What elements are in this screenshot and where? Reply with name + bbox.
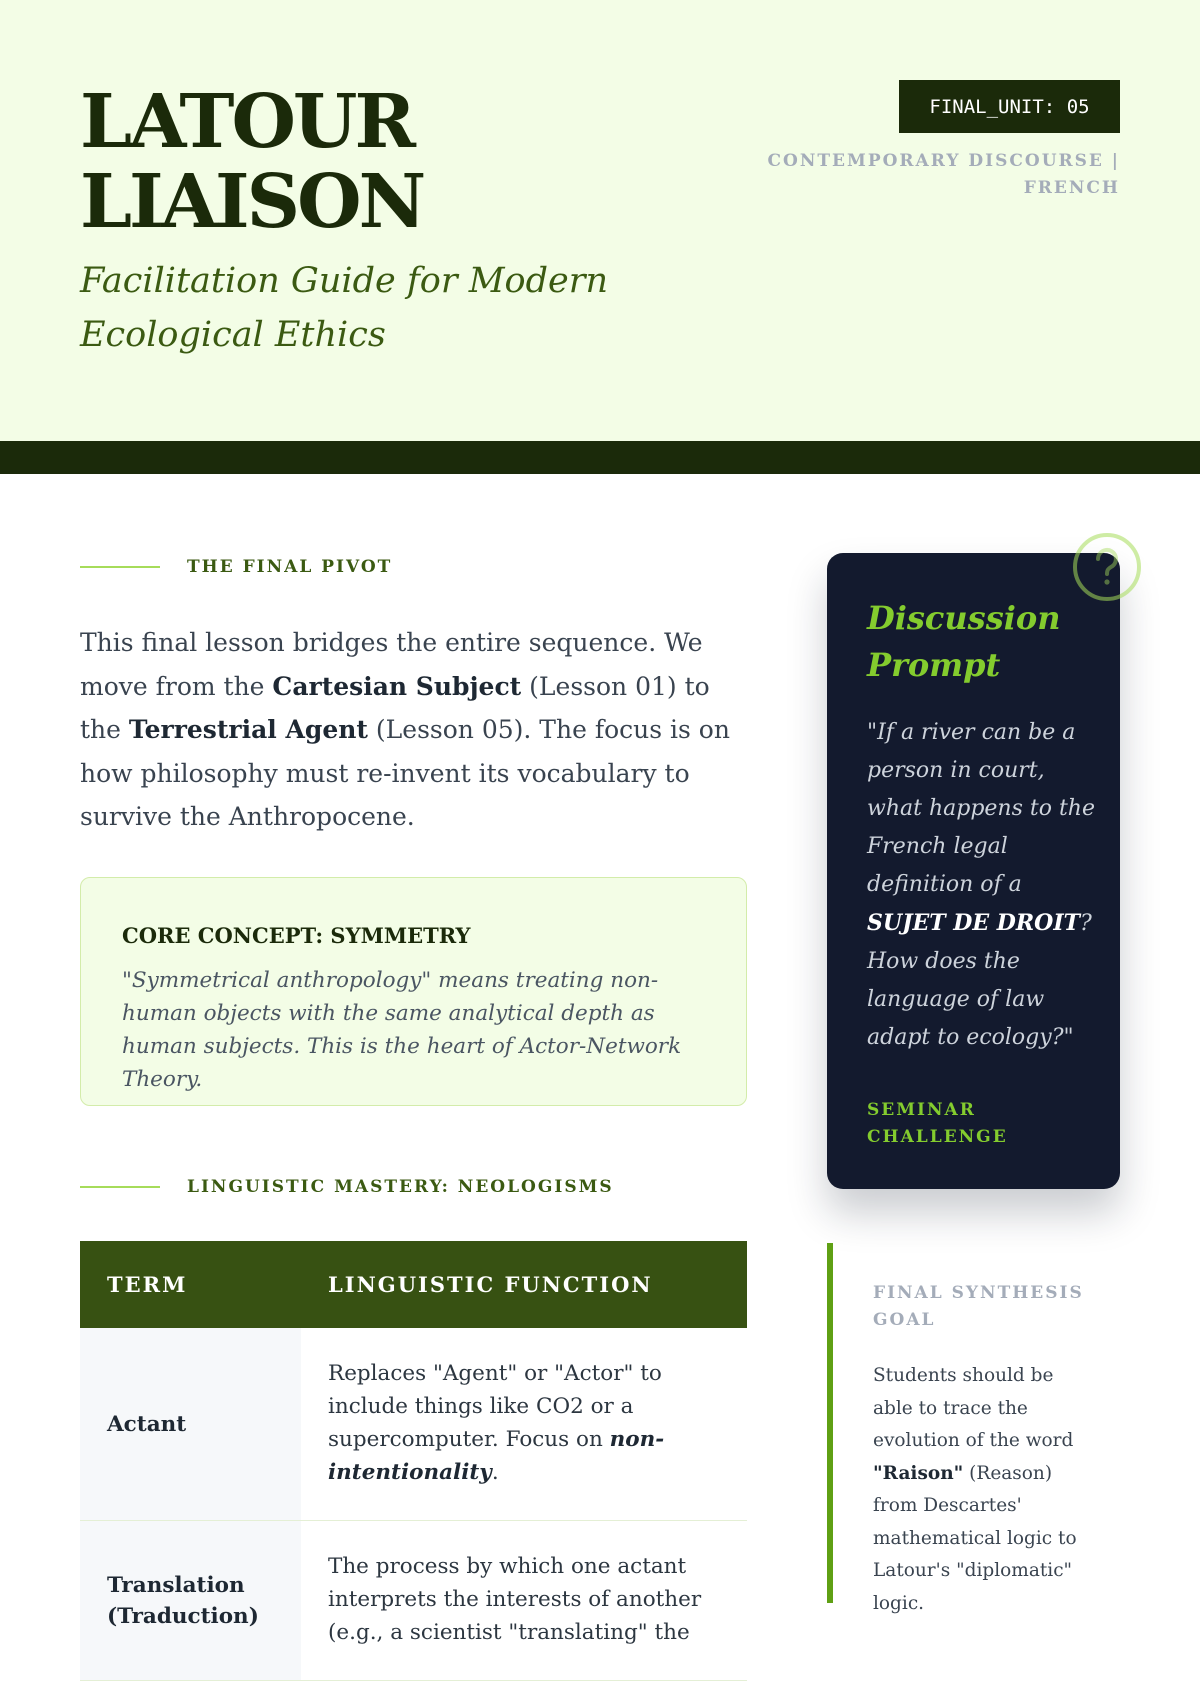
prompt-bold-term: SUJET DE DROIT — [867, 910, 1080, 936]
neologisms-table — [80, 1241, 747, 1681]
intro-bold-term: Cartesian Subject — [272, 671, 522, 701]
section-label: LINGUISTIC MASTERY: NEOLOGISMS — [187, 1177, 614, 1197]
term-cell: Translation (Traduction) — [80, 1521, 301, 1680]
intro-paragraph — [80, 621, 740, 839]
synthesis-panel — [827, 1243, 1120, 1614]
page-title — [80, 79, 424, 245]
section-heading-pivot — [80, 557, 392, 577]
function-text: The process by which one actant interprets the interests of another (e.g., a scientist "translating" the — [328, 1554, 702, 1645]
term-cell: Actant — [80, 1328, 301, 1520]
discourse-tag: CONTEMPORARY DISCOURSE | FRENCH — [767, 151, 1120, 198]
unit-badge: FINAL_UNIT: 05 — [899, 80, 1120, 133]
function-text: Replaces "Agent" or "Actor" to include things like CO2 or a supercomputer. Focus on — [328, 1361, 662, 1452]
synthesis-text — [873, 1360, 1088, 1620]
heading-rule — [80, 1186, 160, 1188]
function-cell — [301, 1521, 747, 1680]
header-divider — [0, 441, 1200, 474]
page-header — [0, 0, 1200, 441]
section-heading-neologisms — [80, 1177, 614, 1197]
function-cell — [301, 1328, 747, 1520]
function-emphasis: non-intentionality — [328, 1427, 665, 1485]
prompt-text-part: ? How does the language of law adapt to ecology?" — [867, 911, 1092, 1050]
table-header — [80, 1241, 747, 1328]
column-header-function: LINGUISTIC FUNCTION — [328, 1272, 653, 1297]
heading-rule — [80, 566, 160, 568]
intro-bold-term: Terrestrial Agent — [128, 715, 368, 744]
title-line-1: LATOUR — [80, 79, 413, 165]
function-text: . — [491, 1460, 499, 1485]
prompt-title: Discussion Prompt — [867, 599, 1061, 684]
intro-text: (Lesson 05). The focus is on how philosophy must re-invent its vocabulary to survive the Anthropocene. — [80, 715, 730, 831]
table-row — [80, 1328, 747, 1521]
synthesis-text-part: Students should be able to trace the evolution of the word — [873, 1365, 1074, 1451]
title-line-2: LIAISON — [80, 159, 424, 245]
synthesis-bold-term: "Raison" — [873, 1462, 964, 1484]
core-concept-text: "Symmetrical anthropology" means treating non-human objects with the same analytical depth as human subjects. This is the heart of Actor-Network Theory. — [122, 968, 682, 1092]
discussion-prompt-card — [827, 553, 1120, 1189]
core-concept-box — [80, 877, 747, 1106]
table-row — [80, 1521, 747, 1681]
intro-text: (Lesson 01) to the — [80, 671, 710, 744]
intro-text: This final lesson bridges the entire sequence. We move from the — [80, 628, 703, 701]
question-circle-icon — [1071, 531, 1143, 603]
page-subtitle: Facilitation Guide for Modern Ecological Ethics — [80, 261, 609, 355]
synthesis-title: FINAL SYNTHESIS GOAL — [873, 1283, 1084, 1330]
prompt-footer: SEMINAR CHALLENGE — [867, 1100, 1008, 1147]
prompt-text-part: "If a river can be a person in court, what happens to the French legal definition of a — [867, 720, 1095, 897]
section-label: THE FINAL PIVOT — [187, 557, 393, 577]
synthesis-text-part: (Reason) from Descartes' mathematical logic to Latour's "diplomatic" logic. — [873, 1462, 1077, 1614]
core-concept-title: CORE CONCEPT: SYMMETRY — [122, 923, 471, 948]
column-header-term: TERM — [107, 1272, 188, 1297]
prompt-text — [867, 714, 1097, 1057]
